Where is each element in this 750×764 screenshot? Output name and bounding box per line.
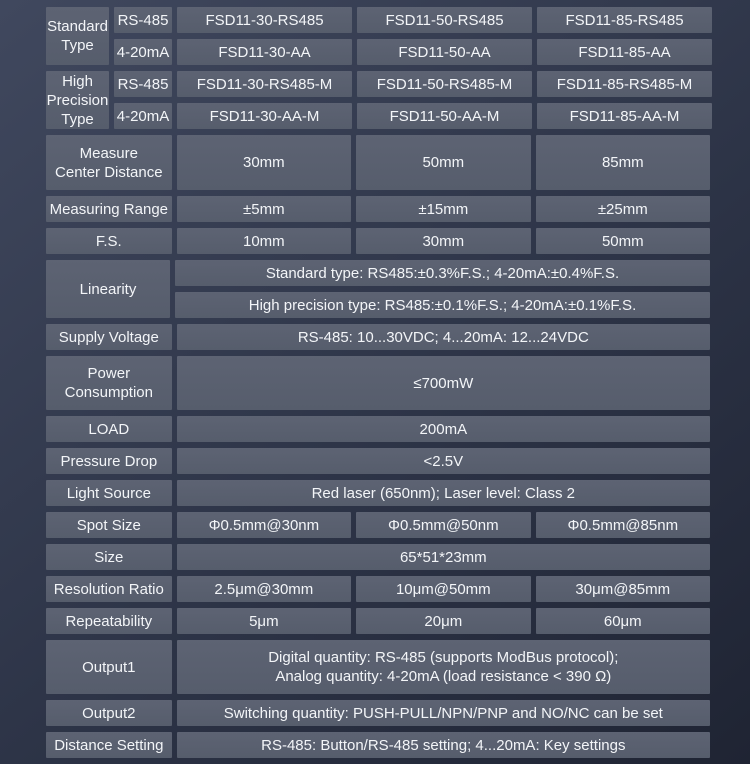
group-standard-rows: [114, 7, 712, 65]
model-cell: FSD11-30-AA-M: [177, 103, 352, 129]
row-pressure-drop: [46, 448, 710, 474]
value-cell: 2.5μm@30mm: [177, 576, 351, 602]
row-label-distance-setting: Distance Setting: [46, 732, 172, 758]
row-label-power-consumption: Power Consumption: [46, 356, 172, 410]
type-label-cell: RS-485: [114, 71, 172, 97]
row-output2: [46, 700, 710, 726]
model-cell: FSD11-50-AA-M: [357, 103, 532, 129]
linearity-high-precision-cell: High precision type: RS485:±0.1%F.S.; 4-20mA:±0.1%F.S.: [175, 292, 710, 318]
linearity-standard-cell: Standard type: RS485:±0.3%F.S.; 4-20mA:±0.4%F.S.: [175, 260, 710, 286]
row-label-output2: Output2: [46, 700, 172, 726]
output1-line2: Analog quantity: 4-20mA (load resistance < 390 Ω): [275, 668, 612, 685]
row-distance-setting: [46, 732, 710, 758]
value-cell: ≤700mW: [177, 356, 710, 410]
row-load: [46, 416, 710, 442]
value-cell: Φ0.5mm@50nm: [356, 512, 530, 538]
group-linearity-rows: [175, 260, 710, 318]
row-repeatability: [46, 608, 710, 634]
type-label-cell: 4-20mA: [114, 103, 172, 129]
value-cell: RS-485: Button/RS-485 setting; 4...20mA: Key settings: [177, 732, 710, 758]
model-cell: FSD11-50-RS485-M: [357, 71, 532, 97]
value-cell: ±25mm: [536, 196, 710, 222]
model-cell: FSD11-85-AA: [537, 39, 712, 65]
row-label-high-precision-type: High Precision Type: [46, 72, 109, 128]
spec-table: [46, 7, 710, 758]
row-output1: [46, 640, 710, 694]
row-label-measuring-range: Measuring Range: [46, 196, 172, 222]
row-high-precision-4-20ma: [114, 103, 712, 129]
row-supply-voltage: [46, 324, 710, 350]
output1-line1: Digital quantity: RS-485 (supports ModBus protocol);: [268, 649, 619, 666]
model-cell: FSD11-50-RS485: [357, 7, 532, 33]
group-high-precision-rows: [114, 71, 712, 129]
type-label-cell: 4-20mA: [114, 39, 172, 65]
model-cell: FSD11-30-RS485: [177, 7, 352, 33]
row-light-source: [46, 480, 710, 506]
row-label-resolution-ratio: Resolution Ratio: [46, 576, 172, 602]
value-cell: 10μm@50mm: [356, 576, 530, 602]
value-cell: 20μm: [356, 608, 530, 634]
value-cell: Red laser (650nm); Laser level: Class 2: [177, 480, 710, 506]
row-size: [46, 544, 710, 570]
value-cell: 200mA: [177, 416, 710, 442]
model-cell: FSD11-85-RS485-M: [537, 71, 712, 97]
row-label-repeatability: Repeatability: [46, 608, 172, 634]
value-cell: 30mm: [177, 135, 351, 190]
value-cell: 50mm: [356, 135, 530, 190]
group-linearity: [46, 260, 710, 318]
row-label-supply-voltage: Supply Voltage: [46, 324, 172, 350]
row-label-load: LOAD: [46, 416, 172, 442]
label-line: Measure: [79, 144, 138, 162]
value-cell: Φ0.5mm@30nm: [177, 512, 351, 538]
row-label-light-source: Light Source: [46, 480, 172, 506]
row-standard-rs485: [114, 7, 712, 33]
value-cell: 10mm: [177, 228, 351, 254]
model-cell: FSD11-30-RS485-M: [177, 71, 352, 97]
value-cell: ±5mm: [177, 196, 351, 222]
row-label-standard-type: Standard Type: [46, 7, 109, 65]
row-measure-center-distance: [46, 135, 710, 190]
group-standard-type: [46, 7, 710, 65]
row-spot-size: [46, 512, 710, 538]
group-high-precision-type: [46, 71, 710, 129]
row-power-consumption: [46, 356, 710, 410]
row-label-size: Size: [46, 544, 172, 570]
row-measuring-range: [46, 196, 710, 222]
row-label-fs: F.S.: [46, 228, 172, 254]
value-cell: 50mm: [536, 228, 710, 254]
model-cell: FSD11-30-AA: [177, 39, 352, 65]
value-cell: [177, 640, 710, 694]
value-cell: 60μm: [536, 608, 710, 634]
value-cell: 65*51*23mm: [177, 544, 710, 570]
value-cell: 85mm: [536, 135, 710, 190]
row-label-spot-size: Spot Size: [46, 512, 172, 538]
type-label-cell: RS-485: [114, 7, 172, 33]
value-cell: Switching quantity: PUSH-PULL/NPN/PNP and NO/NC can be set: [177, 700, 710, 726]
value-cell: 30μm@85mm: [536, 576, 710, 602]
model-cell: FSD11-85-AA-M: [537, 103, 712, 129]
value-cell: <2.5V: [177, 448, 710, 474]
row-standard-4-20ma: [114, 39, 712, 65]
row-label-pressure-drop: Pressure Drop: [46, 448, 172, 474]
value-cell: 5μm: [177, 608, 351, 634]
model-cell: FSD11-85-RS485: [537, 7, 712, 33]
row-label-measure-center-distance: [46, 135, 172, 190]
value-cell: ±15mm: [356, 196, 530, 222]
row-label-output1: Output1: [46, 640, 172, 694]
label-line: Center Distance: [55, 163, 163, 181]
row-fs: [46, 228, 710, 254]
row-resolution-ratio: [46, 576, 710, 602]
row-label-linearity: Linearity: [46, 260, 170, 318]
value-cell: RS-485: 10...30VDC; 4...20mA: 12...24VDC: [177, 324, 710, 350]
value-cell: Φ0.5mm@85nm: [536, 512, 710, 538]
value-cell: 30mm: [356, 228, 530, 254]
row-high-precision-rs485: [114, 71, 712, 97]
model-cell: FSD11-50-AA: [357, 39, 532, 65]
